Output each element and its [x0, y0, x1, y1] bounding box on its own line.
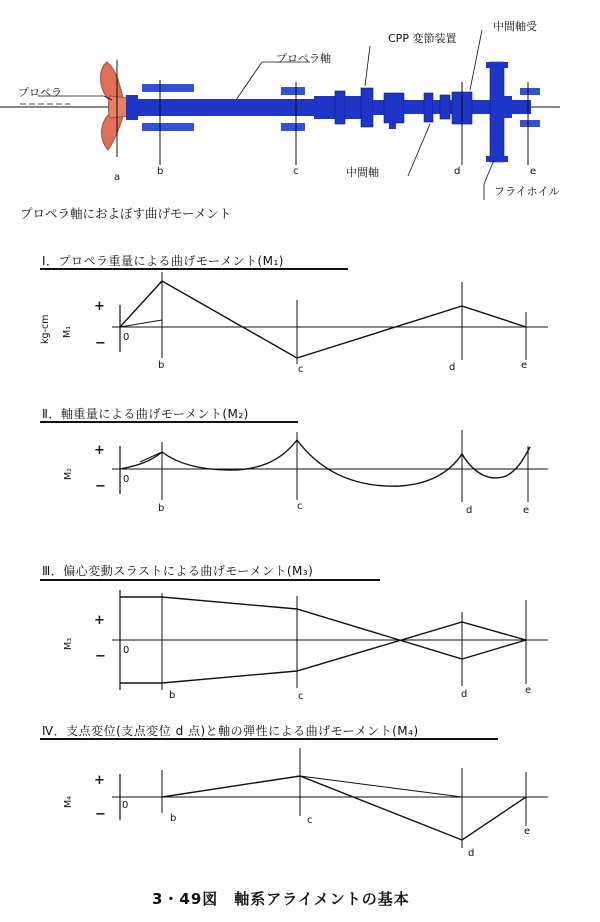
panel-2-plus: +: [94, 443, 105, 458]
label-flywheel: フライホイル: [494, 185, 560, 198]
panel-4-zero: 0: [122, 800, 129, 811]
support-tag-e: e: [530, 166, 537, 177]
panel-2-zero: 0: [123, 474, 130, 485]
panel-1-title: Ⅰ．プロペラ重量による曲げモーメント(M₁): [42, 254, 284, 268]
panel-3-plus: +: [94, 613, 105, 628]
panel-1-plus: +: [94, 299, 105, 314]
figure-caption: 3・49図 軸系アライメントの基本: [152, 890, 410, 908]
panel-3-tag-c: c: [298, 691, 304, 702]
panel-3-axis-label: M₃: [63, 637, 74, 650]
panel-3-title: Ⅲ．偏心変動スラストによる曲げモーメント(M₃): [42, 564, 314, 578]
panel-1-minus: −: [95, 336, 106, 351]
panel-1-axis-label: M₁: [62, 325, 73, 338]
label-intermediate-bearing: 中間軸受: [493, 20, 537, 33]
panel-1-tag-d: d: [449, 362, 456, 373]
support-tag-a: a: [114, 172, 121, 183]
panel-2-tag-c: c: [297, 501, 303, 512]
panel-3-zero: 0: [123, 645, 130, 656]
panel-4-tag-c: c: [307, 815, 313, 826]
panel-4-tag-b: b: [170, 813, 177, 824]
panel-1-tag-c: c: [298, 364, 304, 375]
panel-4-tag-d: d: [468, 848, 475, 859]
panel-4-plus: +: [94, 773, 105, 788]
panel-3-tag-e: e: [525, 685, 532, 696]
support-tag-d: d: [454, 166, 461, 177]
panel-3-tag-d: d: [461, 689, 468, 700]
panel-3-tag-b: b: [169, 690, 176, 701]
panel-2-minus: −: [95, 479, 106, 494]
label-propeller-shaft: プロペラ軸: [276, 52, 331, 65]
support-tag-b: b: [157, 166, 164, 177]
panel-4-moment-curve: [162, 776, 526, 840]
panel-1-tag-b: b: [158, 360, 165, 371]
label-cpp-device: CPP 変節装置: [388, 32, 457, 45]
panel-4-axis-label: M₄: [63, 795, 74, 808]
panel-4-title: Ⅳ．支点変位(支点変位 d 点)と軸の弾性による曲げモーメント(M₄): [42, 724, 419, 738]
panel-1-zero: 0: [123, 332, 130, 343]
section-heading: プロペラ軸におよぼす曲げモーメント: [20, 206, 232, 221]
panel-2-tag-b: b: [158, 503, 165, 514]
panel-4-minus: −: [95, 807, 106, 822]
panel-1-units: kg-cm: [40, 314, 51, 344]
panel-2-tag-d: d: [466, 505, 473, 516]
panel-2-tag-e: e: [523, 505, 530, 516]
label-intermediate-shaft: 中間軸: [346, 166, 379, 179]
panel-1-tag-e: e: [521, 360, 528, 371]
panel-2-axis-label: M₂: [63, 467, 74, 480]
support-tag-c: c: [293, 166, 299, 177]
panel-4-tag-e: e: [524, 826, 531, 837]
panel-2-title: Ⅱ．軸重量による曲げモーメント(M₂): [42, 407, 249, 421]
label-propeller: プロペラ: [18, 86, 62, 99]
panel-3-minus: −: [95, 649, 106, 664]
